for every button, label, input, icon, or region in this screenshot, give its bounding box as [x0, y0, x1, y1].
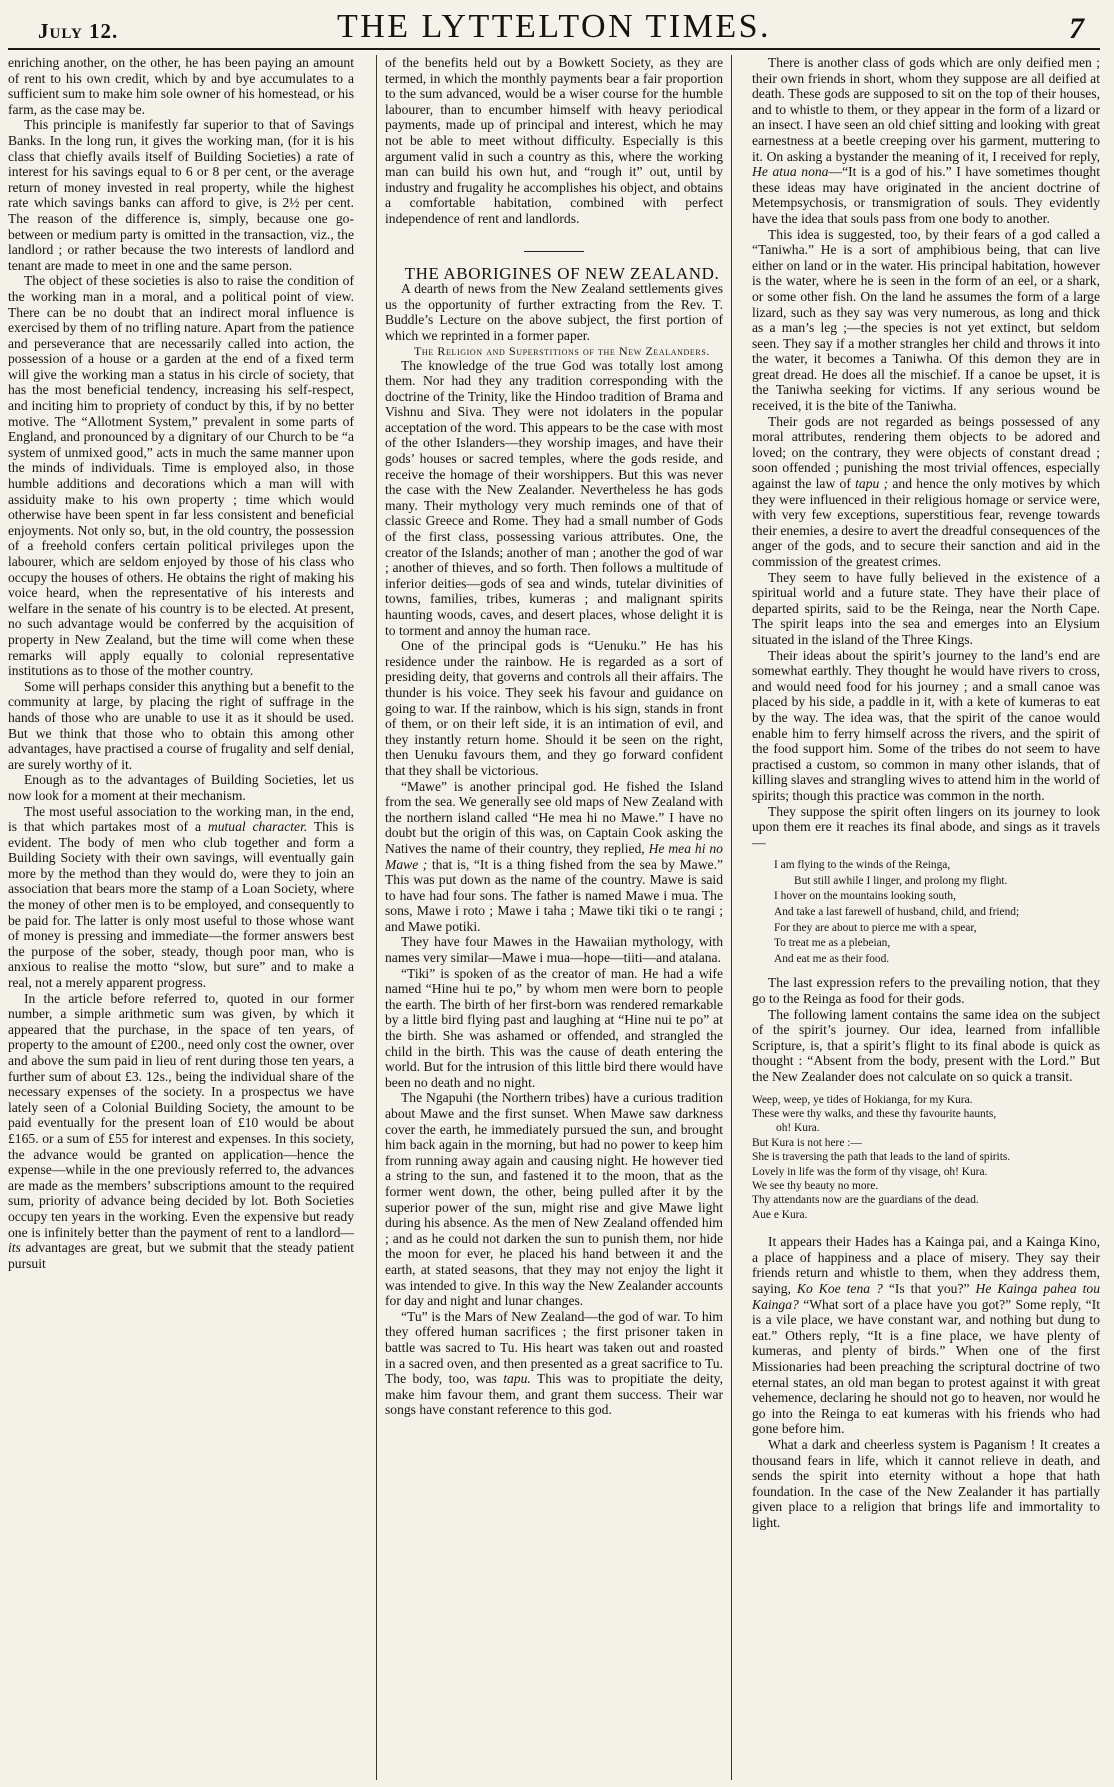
text-run: “Mawe” is another principal god. He fished the Island from the sea. We generally see old maps of New Zealand with the northern island called “He mea hi no Mawe.” I have no doubt but the origin of this was, on Captain Cook asking the Natives the name of their country, they replied,: [385, 778, 723, 856]
poem-line: And take a last farewell of husband, child, and friend;: [774, 906, 1020, 919]
italic-phrase: tapu ;: [855, 476, 889, 492]
poem-line: But Kura is not here :—: [752, 1136, 862, 1149]
poem-line: I am flying to the winds of the Reinga,: [774, 859, 951, 872]
spirit-song-poem: [774, 858, 1100, 967]
paragraph: The object of these societies is also to raise the condition of the working man in a moral, and a political point of view. There can be no doubt that an indirect moral influence is exercised by them of no trifling nature. Apart from the patience and perseverance that are necessarily called into action, the possession of a house or a garden at the end of a fixed term will give the working man a status in his circle of society, that has the most beneficial tendency, increasing his self-respect, and inciting him to propriety of conduct by this, if by no better motive. The “Allotment System,” prevalent in some parts of England, and pronounced by a dignitary of our Church to be “a system of unmixed good,” acts in much the same manner upon the minds of individuals. Time is employed also, in those humble additions and decorations which a man will with assiduity make to his own property ; time which would otherwise have been spent in far less consistent and beneficial enjoyments. Not only so, but, in the old country, the possession of a freehold confers certain political privileges upon the labourer, which are seldom enjoyed by those of his class who occupy the houses of others. He obtains the right of making his voice heard, when the representative of his interests and welfare in the senate of his country is to be elected. At present, no such advantage would be conferred by the acquisition of property in New Zealand, but the time will come when these remarks will apply equally to colonial representative institutions as to those of the mother country.: [8, 273, 354, 679]
text-run: advantages are great, but we submit that the steady patient pursuit: [8, 1240, 354, 1271]
paragraph: They seem to have fully believed in the existence of a spiritual world and a future state. They have their place of departed spirits, said to be the Reinga, near the North Cape. The spirit leaps into the sea and emerges into an Elysium situated in the island of the Three Kings.: [752, 569, 1100, 647]
poem-line: And eat me as their food.: [774, 952, 890, 965]
paragraph: [752, 414, 1100, 570]
paragraph: One of the principal gods is “Uenuku.” He has his residence under the rainbow. He is regarded as a sort of presiding deity, that governs and controls all their affairs. The thunder is his voice. They seek his favour and guidance on going to war. If the rainbow, which is his sign, stands in front of them, or on their left side, it is an intimation of evil, and they instantly return home. Should it be seen on the right, then Uenuku favours them, and they go forward confident that they shall be victorious.: [385, 638, 723, 778]
masthead: [8, 6, 1100, 50]
paragraph: enriching another, on the other, he has been paying an amount of rent to his own credit, which by and bye accumulates to a sufficient sum to make him sole owner of his homestead, or his farm, as the case may be.: [8, 55, 354, 117]
paragraph: Their ideas about the spirit’s journey to the land’s end are somewhat earthly. They thought he would have rivers to cross, and would need food for his journey ; and a small canoe was placed by his side, a paddle in it, with a kete of kumeras to eat by the way. The idea was, that the spirit of the canoe would enable him to ferry himself across the rivers, and the spirit of the food support him. Some of the tribes do not seem to have practised a custom, so common in many other islands, that of killing slaves and strangling wives to attend him in the world of spirits; though this practice was common in the north.: [752, 647, 1100, 803]
article-columns: [8, 55, 1100, 1780]
text-run: “Is that you?”: [882, 1281, 976, 1297]
text-run: that is, “It is a thing fished from the sea by Mawe.” This was put down as the name of the country. Mawe is said to have had four sons. The father is named Mawe i mua. The sons, Mawe i roto ; Mawe i taha ; Mawe tiki tiki o te rangi ; and Mawe potiki.: [385, 856, 723, 934]
paragraph: [8, 804, 354, 991]
poem-line: These were thy walks, and these thy favourite haunts,: [752, 1108, 997, 1120]
text-run: Their gods are not regarded as beings possessed of any moral attributes, rendering them objects to be adored and loved; on the contrary, they were objects of constant dread ; soon offended ; punishing the most trivial offences, especially against the law of: [752, 413, 1100, 492]
poem-line: We see thy beauty no more.: [752, 1180, 879, 1193]
italic-phrase: tapu.: [503, 1371, 531, 1387]
paragraph: The Ngapuhi (the Northern tribes) have a curious tradition about Mawe and the first sunset. When Mawe saw darkness cover the earth, he immediately pursued the sun, and brought him back again in the morning, but had no power to keep him from running away again and causing night. He however tied a string to the sun, and fastened it to the moon, that as the former went down, the other, being pulled after it by the superior power of the sun, might rise and give Mawe light during his absence. As the men of New Zealand offended him ; and as he could not darken the sun to punish them, nor hide the moon for ever, he placed his hand between it and the earth, at stated seasons, that they may not enjoy the light it was intended to give. In this way the New Zealander accounts for day and night and lunar changes.: [385, 1090, 723, 1309]
poem-line: To treat me as a plebeian,: [774, 937, 891, 950]
text-run: “What sort of a place have you got?” Some reply, “It is a vile place, we have constant war, and nothing but dung to eat.” Others reply, “It is a fine place, we have plenty of kumeras, and plenty of birds.” When one of the first Missionaries had been preaching the scriptural doctrine of two eternal states, an old man began to protest against it with great vehemence, declaring he should not go to heaven, nor would he go into the Reinga to eat kumeras with his friends who had gone before him.: [752, 1296, 1100, 1437]
paragraph: of the benefits held out by a Bowkett Society, as they are termed, in which the monthly payments bear a fair proportion to the sum advanced, would be a wiser course for the humble labourer, than to encumber himself with heavy periodical payments, made up of principal and interest, which he may not be able to meet without difficulty. Especially is this argument valid in such a country as this, where the working man can build his own hut, and “rough it” out, until by industry and frugality he accomplishes his object, and obtains a comfortable habitation, combined with perfect independence of rent and landlords.: [385, 55, 723, 226]
paragraph: What a dark and cheerless system is Paganism ! It creates a thousand fears in life, which it cannot relieve in death, and sends the spirit into eternity without a hope that hath foundation. In the case of the New Zealander it has partially given place to a religion that brings life and immortality to light.: [752, 1436, 1100, 1530]
italic-phrase: He mea hi no Mawe ;: [385, 840, 723, 872]
paragraph: They suppose the spirit often lingers on its journey to look upon them ere it reaches its final abode, and sings as it travels—: [752, 803, 1100, 850]
section-subheading: The Religion and Superstitions of the New Zealanders.: [413, 343, 710, 358]
paragraph: “Tiki” is spoken of as the creator of man. He had a wife named “Hine hui te po,” by whom men were born to people the earth. The birth of her first-born was rendered remarkable by a little bird flying past and laughing at “Hine nui te po” at the birth. She was ashamed or offended, and strangled the child in the birth. This was the cause of death entering the world. But for the intrusion of this little bird there would have been no death and no night.: [385, 965, 723, 1090]
poem-line: Weep, weep, ye tides of Hokianga, for my Kura.: [752, 1093, 973, 1106]
italic-phrase: He Kainga pahea tou Kainga?: [752, 1281, 1100, 1312]
poem-line: Thy attendants now are the guardians of the dead.: [752, 1194, 979, 1207]
paragraph: The knowledge of the true God was totally lost among them. Nor had they any tradition corresponding with the doctrine of the Trinity, like the Hindoo tradition of Brama and Vishnu and Siva. They were not idolaters in the popular acceptation of the word. This appears to be the case with most of the other Islanders—they worship images, and have their gods’ houses or sacred temples, where the gods reside, and receive the homage of their worshippers. But this was never the case with the New Zealander. Nevertheless he has gods many. Their mythology very much reminds one of that of classic Greece and Rome. They had a small number of Gods of the first class, possessing various attributes. One, the creator of the Islands; another of man ; another the god of war ; another of thieves, and so forth. Then follows a multitude of inferior deities—gods of sea and winds, tutelar divinities of towns, families, tribes, kumeras ; and malignant spirits haunting woods, caves, and desert places, whose delight it is to torment and annoy the human race.: [385, 357, 723, 638]
article-intro: A dearth of news from the New Zealand settlements gives us the opportunity of further extracting from the Rev. T. Buddle’s Lecture on the above subject, the first portion of which we reprinted in a former paper.: [385, 281, 723, 343]
lament-poem: [752, 1093, 1100, 1223]
paragraph: This idea is suggested, too, by their fears of a god called a “Taniwha.” He is a sort of amphibious being, that can live either on land or in the water. His principal habitation, however is the water, where he is seen in the form of an eel, or a shark, or some other fish. On the land he assumes the form of a large lizard, such as they say was very numerous, as long and thick as a man’s leg ;—the species is not yet extinct, but seldom seen. They say if a mother strangles her child and throws it into the water, it becomes a Taniwha. Of this demon they are in great dread. He does all the mischief. If a canoe be upset, it is the Taniwha seeking for victims. If any serious wound be received, it is the bite of the Taniwha.: [752, 226, 1100, 414]
section-divider: [524, 251, 584, 252]
text-run: This is evident. The body of men who club together and form a Building Society with their own savings, will eventually gain more by the method than they would do, were they to join an association that bears more the stamp of a Loan Society, where the money of other men is to be employed, and consequently to be paid for. The latter is only most useful to those whose want of money is pressing and immediate—the former answers best the purpose of the sober, steady, though poor man, who is anxious to realise the motto “slow, but sure” and to make a real, not a merely apparent progress.: [8, 819, 354, 991]
text-run: —“It is a god of his.” I have sometimes thought these ideas may have originated in the ancient doctrine of Metempsychosis, or transmigration of souls. They evidently have the idea that souls pass from one body to another.: [752, 164, 1100, 226]
paragraph: Enough as to the advantages of Building Societies, let us now look for a moment at their mechanism.: [8, 772, 354, 803]
column-2: [376, 55, 732, 1780]
italic-phrase: Ko Koe tena ?: [796, 1281, 883, 1297]
italic-phrase: mutual character.: [207, 819, 308, 835]
paragraph: [8, 991, 354, 1272]
poem-line: But still awhile I linger, and prolong my flight.: [794, 874, 1008, 887]
paragraph: Some will perhaps consider this anything but a benefit to the community at large, by placing the right of suffrage in the hands of those who are unable to use it as it should be used. But we think that those who to obtain this among other advantages, have practised a course of frugality and self denial, are surely worthy of it.: [8, 678, 354, 772]
text-run: “Tu” is the Mars of New Zealand—the god of war. To him they offered human sacrifices ; the first prisoner taken in battle was sacred to Tu. His heart was taken out and roasted in a sacred oven, and then presented as a great sacrifice to Tu. The body, too, was: [385, 1308, 723, 1387]
poem-line: Aue e Kura.: [752, 1208, 808, 1221]
paragraph: The last expression refers to the prevailing notion, that they go to the Reinga as food for their gods.: [752, 975, 1100, 1007]
italic-phrase: He atua nona: [752, 164, 829, 180]
italic-phrase: its: [8, 1240, 21, 1256]
column-1: [8, 55, 364, 1780]
poem-line: oh! Kura.: [776, 1122, 820, 1135]
paragraph: [385, 1309, 723, 1418]
text-run: The most useful association to the working man, in the end, is that which partakes most of a: [8, 803, 354, 835]
article-headline: THE ABORIGINES OF NEW ZEALAND.: [404, 263, 720, 283]
paragraph: [752, 55, 1100, 227]
paragraph: The following lament contains the same idea on the subject of the spirit’s journey. Our idea, learned from infallible Scripture, is, that a spirit’s flight to its final abode is quick as thought : “Absent from the body, present with the Lord.” But the New Zealander does not calculate on so quick a transit.: [752, 1006, 1100, 1084]
text-run: In the article before referred to, quoted in our former number, a simple arithmetic sum was given, by which it appeared that the purchase, in the space of ten years, of property to the amount of £200., need only cost the owner, over and above the sum paid in lieu of rent during those ten years, a further sum of about £3. 12s., being the individual share of the necessary expenses of the society. In a prospectus we have lately seen of a Colonial Building Society, the amount to be paid eventually for the present loan of £10 would be about £165. or a sum of £55 for interest and expenses. In this society, the advance would be granted on application—hence the expense—while in the one previously referred to, the advances are made as the members’ subscriptions amount to the required sum, priority of advance being decided by lot. Both Societies occupy ten years in the working. Even the expensive but ready one is infinitely better than the payment of rent to a landlord—: [8, 990, 355, 1240]
column-3: [742, 55, 1100, 1780]
issue-date: July 12.: [38, 19, 119, 43]
poem-line: Lovely in life was the form of thy visage, oh! Kura.: [752, 1165, 988, 1178]
paragraph: This principle is manifestly far superior to that of Savings Banks. In the long run, it gives the working man, (for it is his class that chiefly avails itself of Building Societies) a rate of interest for his savings equal to 6 or 8 per cent, or the average return of money invested in real property, while the highest rate which savings banks can afford to give, is 2½ per cent. The reason of the difference is, simply, because one go-between or medium party is omitted in the transaction, viz., the landlord ; or rather because the two interests of landlord and tenant are made to meet in one and the same person.: [8, 117, 354, 273]
text-run: and hence the only motives by which they were influenced in their religious homage or service were, with very few exceptions, superstitious fear, revenge towards their enemies, a desire to avert the dreadful consequences of the anger of the gods, and to secure their sanction and aid in the commission of the greatest crimes.: [752, 476, 1100, 569]
page-number: 7: [1069, 12, 1084, 45]
newspaper-title: THE LYTTELTON TIMES.: [336, 8, 772, 45]
text-run: It appears their Hades has a Kainga pai, and a Kainga Kino, a place of happiness and a place of misery. They say their friends return and whistle to them, when they address them, saying,: [752, 1234, 1100, 1297]
paragraph: They have four Mawes in the Hawaiian mythology, with names very similar—Mawe i mua—hope—tiiti—and atalana.: [385, 934, 723, 966]
paragraph: [752, 1234, 1100, 1437]
poem-line: I hover on the mountains looking south,: [774, 890, 956, 903]
text-run: There is another class of gods which are only deified men ; their own friends in short, whom they suppose are all deified at death. These gods are supposed to sit on the top of their houses, and to whistle to them, or they appear in the form of a lizard or an insect. I have seen an old chief sitting and looking with great earnestness at a beetle creeping over his garment, muttering to it. On asking a bystander the meaning of it, I received for reply,: [752, 55, 1100, 164]
text-run: This was to propitiate the deity, make him favour them, and grant them success. Their war songs have constant reference to this god.: [385, 1371, 723, 1418]
poem-line: She is traversing the path that leads to the land of spirits.: [752, 1151, 1011, 1164]
paragraph: [385, 779, 723, 935]
poem-line: For they are about to pierce me with a spear,: [774, 921, 977, 934]
